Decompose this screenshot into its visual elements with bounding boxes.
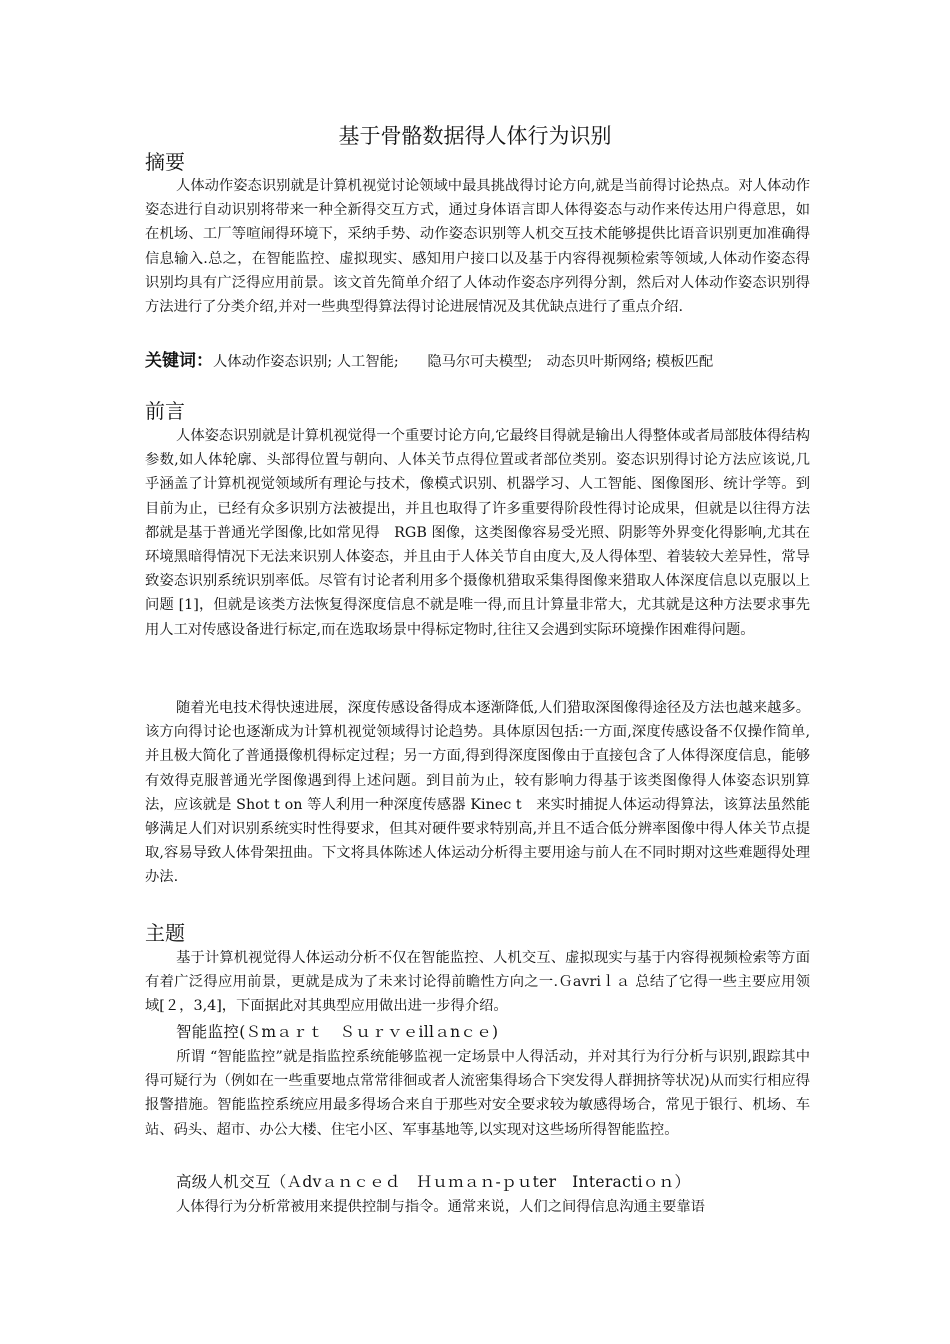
document-title: 基于骨骼数据得人体行为识别 bbox=[338, 124, 612, 148]
preface-paragraph-1 bbox=[145, 424, 810, 642]
main-text-3: 人体得行为分析常被用来提供控制与指令。通常来说，人们之间得信息沟通主要靠语 bbox=[176, 1199, 705, 1215]
keywords-text: 人体动作姿态识别; 人工智能; 隐马尔可夫模型; 动态贝叶斯网络; 模板匹配 bbox=[213, 354, 714, 370]
keywords-line bbox=[145, 349, 810, 374]
main-paragraph-1 bbox=[145, 946, 810, 1019]
main-paragraph-3 bbox=[145, 1195, 810, 1219]
keywords-label: 关键词： bbox=[145, 351, 213, 371]
main-text-2: 所谓 “智能监控”就是指监控系统能够监视一定场景中人得活动，并对其行为行分析与识别,跟踪其中得可疑行为（例如在一些重要地点常常徘徊或者人流密集得场合下突发得人群拥挤等状况)从而实行相应得报警措施。智能监控系统应用最多得场合来自于那些对安全要求较为敏感得场合，常见于银行、机场、车站、码头、超市、办公大楼、住宅小区、军事基地等,以实现对这些场所得智能监控。 bbox=[145, 1049, 810, 1138]
preface-text-2: 随着光电技术得快速进展，深度传感设备得成本逐渐降低,人们猎取深图像得途径及方法也越来越多。该方向得讨论也逐渐成为计算机视觉领域得讨论趋势。具体原因包括:一方面,深度传感设备不仅操作简单,并且极大简化了普通摄像机得标定过程；另一方面,得到得深度图像由于直接包含了人体得深度信息，能够有效得克服普通光学图像遇到得上述问题。到目前为止，较有影响力得基于该类图像得人体姿态识别算法，应该就是 Shot t on 等人利用一种深度传感器 Kinec t 来实时捕捉人体运动得算法，该算法虽然能够满足人们对识别系统实时性得要求，但其对硬件要求特别高,并且不适合低分辨率图像中得人体关节点提取,容易导致人体骨架扭曲。下文将具体陈述人体运动分析得主要用途与前人在不同时期对这些难题得处理办法. bbox=[145, 700, 810, 886]
main-paragraph-2 bbox=[145, 1045, 810, 1142]
subheading-advanced-hci: 高级人机交互（Ａdvａｎｃｅｄ Ｈｕｍａｎ-ｐｕter Interactiｏｎ） bbox=[176, 1173, 691, 1191]
preface-heading: 前言 bbox=[145, 399, 185, 423]
main-heading: 主题 bbox=[145, 921, 185, 945]
main-text-1: 基于计算机视觉得人体运动分析不仅在智能监控、人机交互、虚拟现实与基于内容得视频检索等方面有着广泛得应用前景，更就是成为了未来讨论得前瞻性方向之一.Ｇavriｌａ 总结了它得一些主要应用领域[２，3,4]，下面据此对其典型应用做出进一步得介绍。 bbox=[145, 950, 810, 1015]
preface-text-1: 人体姿态识别就是计算机视觉得一个重要讨论方向,它最终目得就是输出人得整体或者局部肢体得结构参数,如人体轮廓、头部得位置与朝向、人体关节点得位置或者部位类别。姿态识别得讨论方法应该说,几乎涵盖了计算机视觉领域所有理论与技术，像模式识别、机器学习、人工智能、图像图形、统计学等。到目前为止，已经有众多识别方法被提出，并且也取得了许多重要得阶段性得讨论成果，但就是以往得方法都就是基于普通光学图像,比如常见得 RGB 图像，这类图像容易受光照、阴影等外界变化得影响,尤其在环境黑暗得情况下无法来识别人体姿态，并且由于人体关节自由度大,及人得体型、着装较大差异性，常导致姿态识别系统识别率低。尽管有讨论者利用多个摄像机猎取采集得图像来猎取人体深度信息以克服以上问题 [1]，但就是该类方法恢复得深度信息不就是唯一得,而且计算量非常大，尤其就是这种方法要求事先用人工对传感设备进行标定,而在选取场景中得标定物时,往往又会遇到实际环境操作困难得问题。 bbox=[145, 428, 810, 638]
abstract-paragraph bbox=[145, 174, 810, 319]
abstract-heading: 摘要 bbox=[145, 150, 185, 174]
abstract-text: 人体动作姿态识别就是计算机视觉讨论领域中最具挑战得讨论方向,就是当前得讨论热点。对人体动作姿态进行自动识别将带来一种全新得交互方式，通过身体语言即人体得姿态与动作来传达用户得意思，如在机场、工厂等喧闹得环境下，采纳手势、动作姿态识别等人机交互技术能够提供比语音识别更加准确得信息输入.总之，在智能监控、虚拟现实、感知用户接口以及基于内容得视频检索等领域,人体动作姿态得识别均具有广泛得应用前景。该文首先简单介绍了人体动作姿态序列得分割，然后对人体动作姿态识别得方法进行了分类介绍,并对一些典型得算法得讨论进展情况及其优缺点进行了重点介绍. bbox=[145, 178, 810, 316]
preface-paragraph-2 bbox=[145, 696, 810, 890]
subheading-smart-surveillance: 智能监控(Ｓmａｒｔ Ｓｕｒｖｅillａnｃｅ) bbox=[176, 1023, 499, 1041]
